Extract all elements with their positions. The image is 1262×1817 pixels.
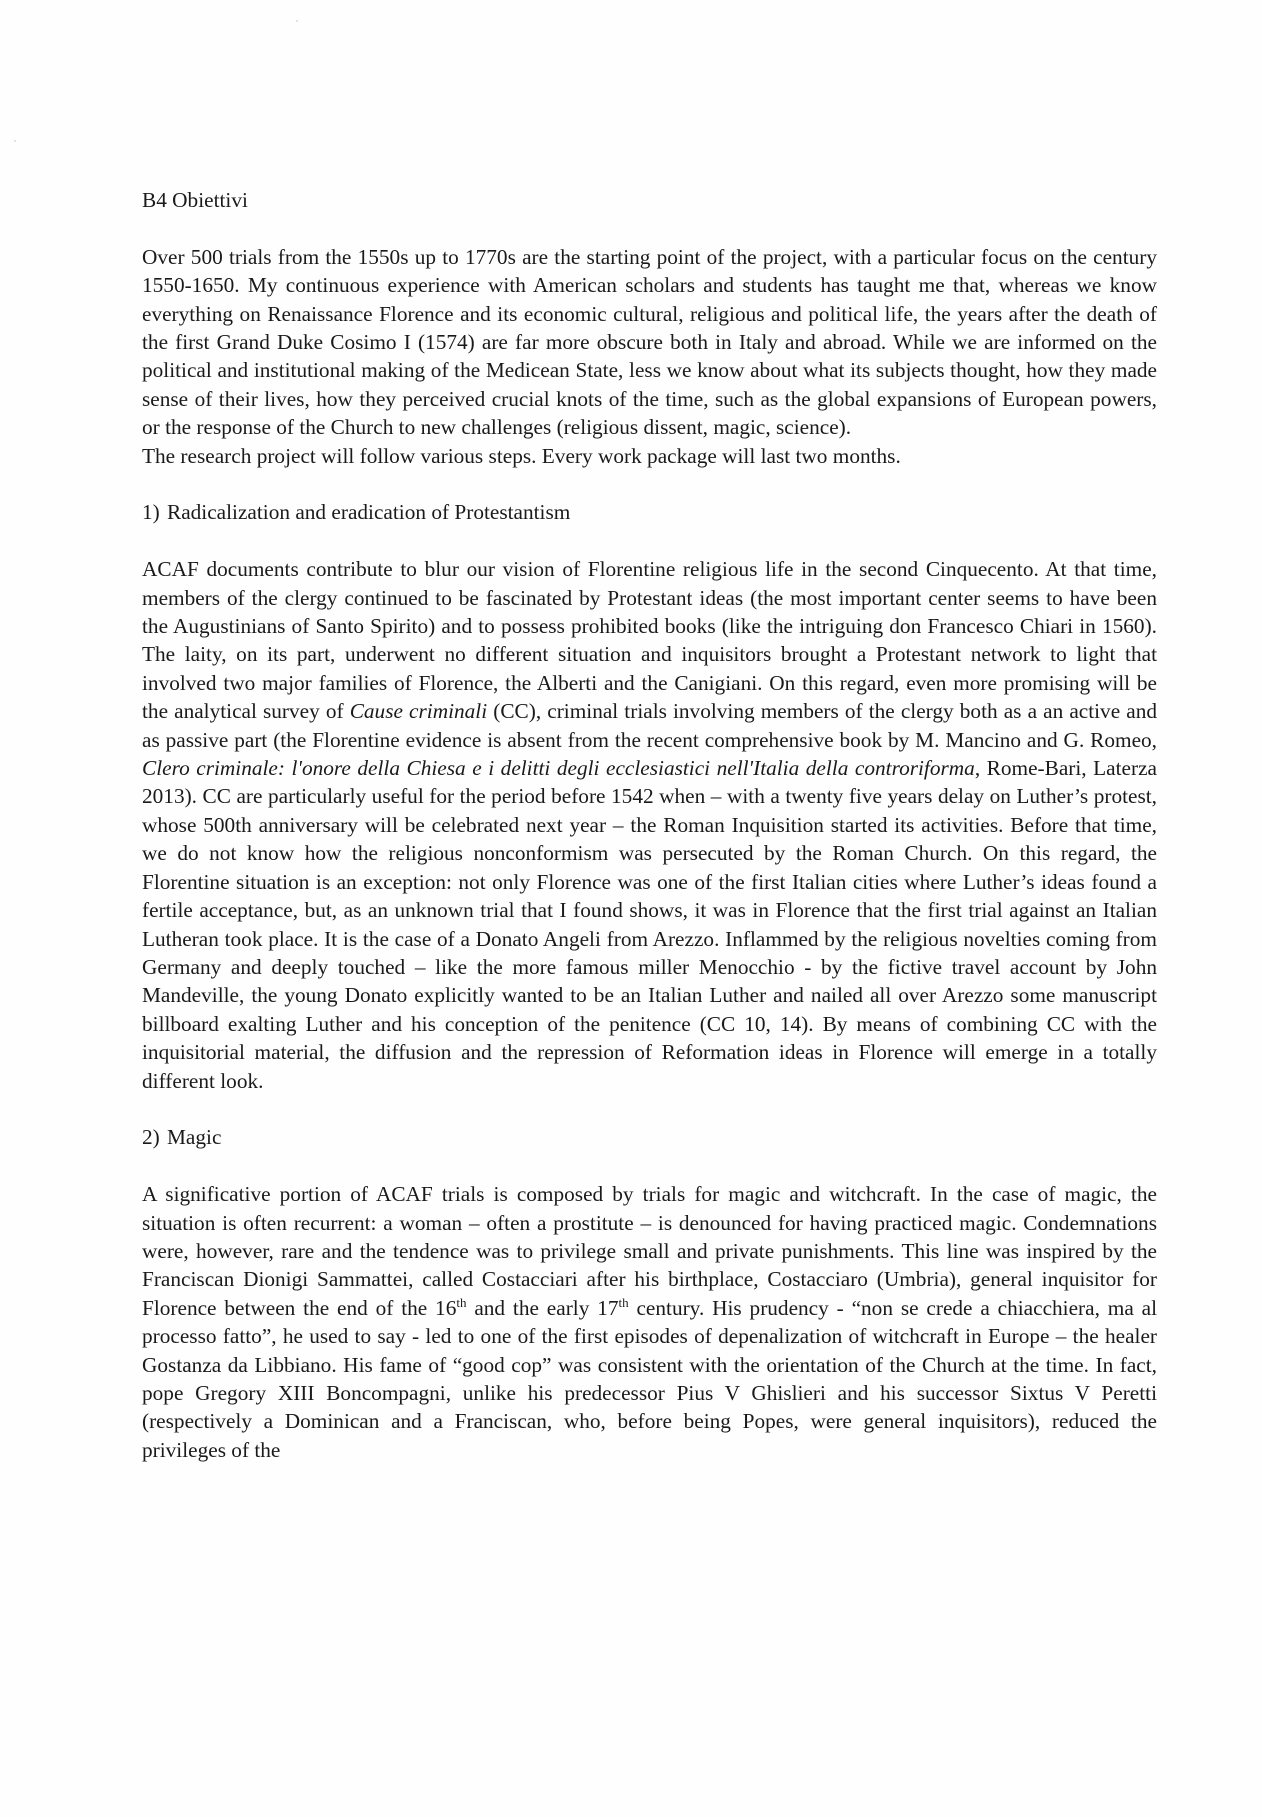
superscript: th	[618, 1294, 629, 1310]
spacer	[142, 1095, 1157, 1123]
document-heading: B4 Obiettivi	[142, 188, 248, 212]
section-heading-magic	[142, 1123, 1157, 1151]
section-heading-protestantism	[142, 498, 1157, 526]
text-run: ACAF documents contribute to blur our vision of Florentine religious life in the second Cinquecento. At that time, members of the clergy continued to be fascinated by Protestant ideas (the most important center seems to have been the Augustinians of Santo Spirito) and to possess prohibited books (like the intriguing don Francesco Chiari in 1560). The laity, on its part, underwent no different situation and inquisitors brought a Protestant network to light that involved two major families of Florence, the Alberti and the Canigiani. On this regard, even more promising will be the analytical survey of	[142, 557, 1157, 724]
intro-paragraph: Over 500 trials from the 1550s up to 1770s are the starting point of the project, with a particular focus on the century 1550-1650. My continuous experience with American scholars and students has taught me that, whereas we know everything on Renaissance Florence and its economic cultural, religious and political life, the years after the death of the first Grand Duke Cosimo I (1574) are far more obscure both in Italy and abroad. While we are informed on the political and institutional making of the Medicean State, less we know about what its subjects thought, how they made sense of their lives, how they perceived crucial knots of the time, such as the global expansions of European powers, or the response of the Church to new challenges (religious dissent, magic, science).	[142, 244, 1157, 440]
scan-speck	[14, 140, 16, 142]
intro-paragraph-workpackages: The research project will follow various steps. Every work package will last two months.	[142, 443, 901, 468]
scan-speck	[296, 20, 298, 22]
section-title: Radicalization and eradication of Protestantism	[167, 500, 571, 525]
text-run: A significative portion of ACAF trials is composed by trials for magic and witchcraft. In the case of magic, the situation is often recurrent: a woman – often a prostitute – is denounced for having practiced magic. Condemnations were, however, rare and the tendence was to privilege small and private punishments. This line was inspired by the Franciscan Dionigi Sammattei, called Costacciari after his birthplace, Costacciaro (Umbria), general inquisitor for Florence between the end of the 16	[142, 1182, 1157, 1320]
text-run: and the early 17	[466, 1295, 619, 1320]
text-run: century. His prudency - “non se crede a chiacchiera, ma al processo fatto”, he used to say - led to one of the first episodes of depenalization of witchcraft in Europe – the healer Gostanza da Libbiano. His fame of “good cop” was consistent with the orientation of the Church at the time. In fact, pope Gregory XIII Boncompagni, unlike his predecessor Pius V Ghislieri and his successor Sixtus V Peretti (respectively a Dominican and a Franciscan, who, before being Popes, were general inquisitors), reduced the privileges of the	[142, 1295, 1157, 1462]
section-paragraph-protestantism	[142, 555, 1157, 1095]
section-title: Magic	[167, 1125, 222, 1150]
spacer	[142, 470, 1157, 498]
text-run: , Rome-Bari, Laterza 2013). CC are particularly useful for the period before 1542 when – with a twenty five years delay on Luther’s protest, whose 500th anniversary will be celebrated next year – the Roman Inquisition started its activities. Before that time, we do not know how the religious nonconformism was persecuted by the Roman Church. On this regard, the Florentine situation is an exception: not only Florence was one of the first Italian cities where Luther’s ideas found a fertile acceptance, but, as an unknown trial that I found shows, it was in Florence that the first trial against an Italian Lutheran took place. It is the case of a Donato Angeli from Arezzo. Inflammed by the religious novelties coming from Germany and deeply touched – like the more famous miller Menocchio - by the fictive travel account by John Mandeville, the young Donato explicitly wanted to be an Italian Luther and nailed all over Arezzo some manuscript billboard exalting Luther and his conception of the penitence (CC 10, 14). By means of combining CC with the inquisitorial material, the diffusion and the repression of Reformation ideas in Florence will emerge in a totally different look.	[142, 756, 1157, 1093]
section-number: 1)	[142, 500, 160, 525]
italic-book-title: Clero criminale: l'onore della Chiesa e i delitti degli ecclesiastici nell'Italia della controriforma	[142, 756, 975, 781]
section-paragraph-magic	[142, 1180, 1157, 1464]
section-number: 2)	[142, 1125, 160, 1150]
italic-title-cause-criminali: Cause criminali	[349, 699, 488, 724]
superscript: th	[456, 1294, 467, 1310]
text-run: (CC), criminal trials involving members of the clergy both as a an active and as passive part (the Florentine evidence is absent from the recent comprehensive book by M. Mancino and G. Romeo,	[142, 699, 1158, 752]
document-body	[142, 186, 1157, 1464]
